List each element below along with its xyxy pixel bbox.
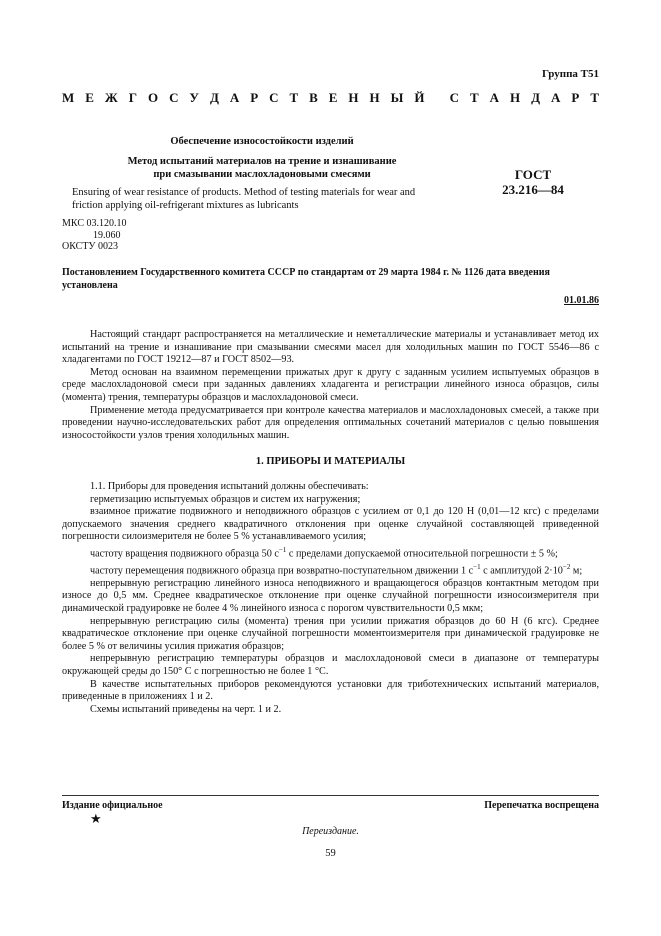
standard-title-sub [62, 155, 462, 181]
gost-designation [488, 167, 578, 197]
banner-letter: Н [348, 90, 359, 105]
banner-letter: Г [128, 90, 137, 105]
standard-title-sub-line1: Метод испытаний материалов на трение и изнашивание [127, 156, 397, 167]
banner-letter: Р [571, 90, 580, 105]
reciprocation-text-a: частоту перемещения подвижного образца при возвратно-поступательном движении 1 с [90, 565, 474, 577]
banner-letter: А [229, 90, 240, 105]
banner-letter: Р [250, 90, 259, 105]
reciprocation-exponent: −1 [473, 562, 481, 571]
banner-letter: О [147, 90, 159, 105]
reissue-note: Переиздание. [302, 826, 359, 837]
banner-letter: Н [510, 90, 521, 105]
clause-1-1: 1.1. Приборы для проведения испытаний должны обеспечивать: [90, 480, 369, 492]
reprint-prohibited-label: Перепечатка воспрещена [484, 800, 599, 811]
clause-recommended-devices: В качестве испытательных приборов рекомендуются установки для триботехнических испытаний материалов, приведенные в приложениях 1 и 2. [62, 678, 599, 703]
classification-codes [62, 218, 126, 253]
banner-letter: Т [470, 90, 479, 105]
banner-letter: М [62, 90, 75, 105]
banner-letter: В [309, 90, 318, 105]
banner-letter: Й [414, 90, 425, 105]
standard-title-main: Обеспечение износостойкости изделий [170, 136, 354, 147]
english-title-line2: friction applying oil-refrigerant mixtures as lubricants [72, 200, 299, 211]
page-number: 59 [325, 848, 336, 859]
banner-letter: Д [531, 90, 541, 105]
decree-text: Постановлением Государственного комитета СССР по стандартам от 29 марта 1984 г. № 1126 дата введения установлена [62, 267, 550, 291]
okstu-code: ОКСТУ 0023 [62, 241, 119, 252]
clause-test-schemes: Схемы испытаний приведены на черт. 1 и 2. [90, 703, 282, 715]
intro-paragraph-3: Применение метода предусматривается при контроле качества материалов и маслохладоновых смесей, а также при проведении научно-исследовательских работ для определения оптимальных сочетаний материалов с целью повышения износостойкости узлов трения холодильных машин. [62, 404, 599, 441]
official-edition-label: Издание официальное [62, 800, 163, 811]
banner-letter [435, 90, 438, 106]
clause-item-friction-recording: непрерывную регистрацию силы (момента) трения при усилии прижатия образцов до 60 Н (6 кгс). Среднее квадратическое отклонение при оценке случайной погрешности моментоизмерителя при динамической градуировке не более 5 % от величины усилия прижатия образцов; [62, 615, 599, 652]
clause-item-pressing: взаимное прижатие подвижного и неподвижного образцов с усилием от 0,1 до 120 Н (0,01—12 кгс) с пределами допускаемого значения среднего квадратичного отклонения при оценке случайной составляющей приведенной погрешности силоизмерителя не более 5 % устанавливаемого усилия; [62, 506, 599, 543]
clause-item-wear-recording: непрерывную регистрацию линейного износа неподвижного и вращающегося образцов контактным методом при износе до 0,5 мм. Среднее квадратическое отклонение при оценке случайной погрешности износоизмерителя при динамической градуировке не более 4 % линейного износа с порогом чувствительности 0,5 мкм; [62, 577, 599, 615]
reciprocation-text-c: м; [570, 565, 583, 577]
mks-code-1: МКС 03.120.10 [62, 218, 127, 229]
clause-item-rotation [62, 544, 599, 561]
rotation-text-b: с пределами допускаемой относительной погрешности ± 5 %; [286, 548, 558, 560]
banner-letter: С [269, 90, 279, 105]
clause-item-temperature-recording: непрерывную регистрацию температуры образцов и маслохладоновой смеси в диапазоне от температуры окружающей среды до 150° С с погрешностью не более 1 °С. [62, 653, 599, 678]
section-heading: 1. ПРИБОРЫ И МАТЕРИАЛЫ [255, 456, 406, 468]
banner-letter: Н [369, 90, 380, 105]
banner-letter: Ы [390, 90, 404, 105]
reciprocation-text-b: с амплитудой 2·10 [480, 565, 563, 577]
intro-paragraph-1: Настоящий стандарт распространяется на металлические и неметаллические материалы и устанавливает метод их испытаний на трение и изнашивание при смазывании смесями масел для холодильных машин по ГОСТ 5546—86 с хладагентами по ГОСТ 19212—87 и ГОСТ 8502—93. [62, 329, 599, 366]
clause-item-reciprocation [62, 561, 599, 578]
gost-label: ГОСТ [514, 167, 552, 182]
banner-letter: С [449, 90, 460, 105]
standard-title-sub-line2: при смазывании маслохладоновыми смесями [153, 169, 371, 180]
banner-letter: Д [209, 90, 219, 105]
mks-code-2: 19.060 [93, 229, 121, 241]
document-body [62, 329, 599, 716]
banner-letter: Ж [104, 90, 118, 105]
star-icon: ★ [90, 811, 102, 826]
amplitude-exponent: −2 [562, 562, 571, 571]
english-title-line1: Ensuring of wear resistance of products. Method of testing materials for wear and [72, 187, 416, 198]
banner-letter: Т [590, 90, 599, 105]
clause-item-sealing: герметизацию испытуемых образцов и систем их нагружения; [90, 493, 361, 505]
gost-number: 23.216—84 [502, 182, 564, 197]
english-title [62, 186, 472, 212]
banner-letter: С [169, 90, 179, 105]
intro-paragraph-2: Метод основан на взаимном перемещении прижатых друг к другу с заданным усилием испытуемых образцов в среде маслохладоновой смеси при заданных давлениях хладагента и регистрации линейного износа образцов, силы (момента) трения, температуры образцов и маслохладоновой смеси. [62, 366, 599, 403]
banner-letter: Е [328, 90, 338, 105]
group-code: Группа Т51 [541, 68, 599, 80]
banner-letter: Е [85, 90, 94, 105]
banner-letter: А [489, 90, 500, 105]
footer-divider [62, 795, 599, 796]
rotation-exponent: −1 [278, 545, 287, 554]
banner-letter: А [551, 90, 561, 105]
banner-letter: У [189, 90, 199, 105]
interstate-standard-banner [62, 90, 599, 106]
banner-letter: Т [289, 90, 299, 105]
introduction-date: 01.01.86 [564, 295, 599, 306]
rotation-text-a: частоту вращения подвижного образца 50 с [90, 548, 279, 560]
